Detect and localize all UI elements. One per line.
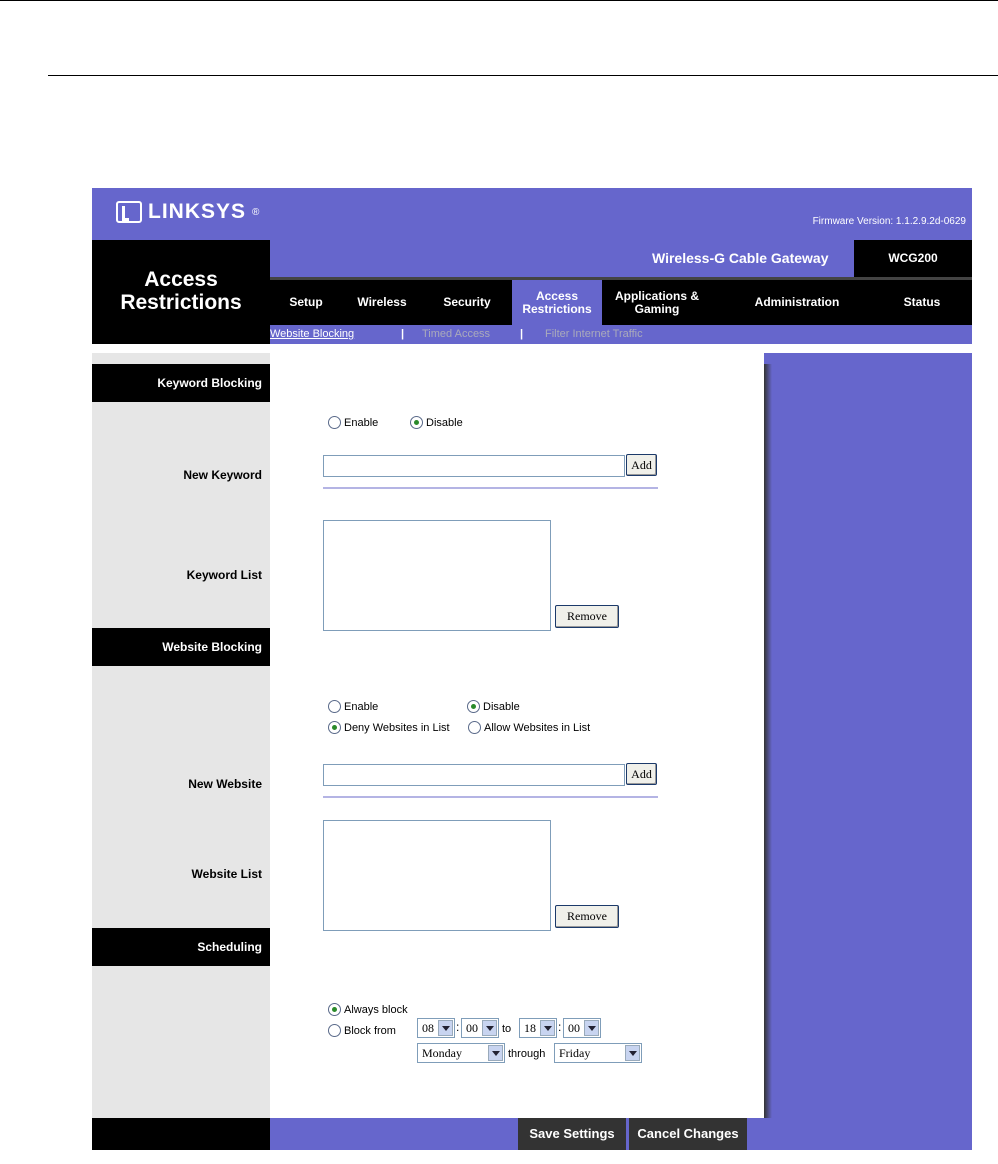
keyword-enable-radio[interactable]	[328, 416, 341, 429]
website-list-box[interactable]	[323, 820, 551, 931]
sub-navigation	[270, 325, 972, 344]
tab-status[interactable]: Status	[903, 295, 941, 309]
allow-websites-option[interactable]: Allow Websites in List	[468, 719, 590, 737]
scheduling-header: Scheduling	[92, 928, 270, 966]
tab-wireless[interactable]: Wireless	[357, 295, 407, 309]
keyword-remove-button[interactable]: Remove	[555, 605, 619, 628]
from-hour-select[interactable]: 08	[417, 1018, 455, 1038]
chevron-down-icon	[482, 1020, 497, 1036]
keyword-add-button[interactable]: Add	[626, 454, 657, 476]
time-colon: :	[558, 1020, 562, 1034]
chevron-down-icon	[540, 1020, 555, 1036]
to-label: to	[502, 1023, 512, 1035]
new-keyword-label: New Keyword	[183, 468, 262, 482]
tab-setup[interactable]: Setup	[289, 295, 323, 309]
website-disable-radio[interactable]	[467, 700, 480, 713]
website-disable-option[interactable]: Disable	[467, 698, 520, 716]
always-block-option[interactable]: Always block	[328, 1001, 408, 1019]
new-website-label: New Website	[188, 777, 262, 791]
keyword-enable-option[interactable]: Enable	[328, 414, 378, 432]
website-remove-button[interactable]: Remove	[555, 905, 619, 928]
footer-left-panel	[92, 1118, 270, 1150]
main-tabs	[270, 277, 972, 325]
website-blocking-header: Website Blocking	[92, 628, 270, 666]
through-label: through	[508, 1048, 546, 1060]
keyword-disable-radio[interactable]	[410, 416, 423, 429]
header	[92, 188, 972, 240]
keyword-blocking-header: Keyword Blocking	[92, 364, 270, 402]
left-sidebar	[92, 353, 270, 1118]
to-hour-select[interactable]: 18	[519, 1018, 557, 1038]
deny-websites-option[interactable]: Deny Websites in List	[328, 719, 450, 737]
firmware-version: Firmware Version: 1.1.2.9.2d-0629	[812, 216, 966, 227]
new-website-input[interactable]	[323, 764, 625, 786]
website-add-button[interactable]: Add	[626, 763, 657, 785]
subnav-separator: |	[401, 328, 405, 340]
linksys-logo: LINKSYS ®	[116, 200, 260, 224]
keyword-list-label: Keyword List	[186, 568, 262, 582]
website-enable-radio[interactable]	[328, 700, 341, 713]
day-to-select[interactable]: Friday	[554, 1043, 642, 1063]
chevron-down-icon	[438, 1020, 453, 1036]
cancel-changes-button[interactable]: Cancel Changes	[629, 1118, 747, 1150]
chevron-down-icon	[625, 1045, 640, 1061]
divider-line	[323, 796, 658, 798]
product-bar	[270, 240, 972, 277]
tab-administration[interactable]: Administration	[754, 295, 840, 309]
website-list-label: Website List	[191, 867, 262, 881]
tab-security[interactable]: Security	[443, 295, 491, 309]
chevron-down-icon	[488, 1045, 503, 1061]
top-rule	[0, 0, 998, 1]
product-name: Wireless-G Cable Gateway	[652, 250, 829, 266]
content-panel	[270, 353, 764, 1118]
tab-access-restrictions[interactable]: Access Restrictions	[512, 280, 602, 325]
deny-websites-radio[interactable]	[328, 721, 341, 734]
subnav-filter-internet-traffic[interactable]: Filter Internet Traffic	[545, 328, 643, 340]
website-enable-option[interactable]: Enable	[328, 698, 378, 716]
header-rule	[48, 75, 998, 76]
keyword-list-box[interactable]	[323, 520, 551, 631]
from-minute-select[interactable]: 00	[461, 1018, 499, 1038]
chevron-down-icon	[584, 1020, 599, 1036]
linksys-logo-icon	[116, 201, 142, 223]
save-settings-button[interactable]: Save Settings	[518, 1118, 626, 1150]
divider-line	[323, 487, 658, 489]
subnav-separator: |	[520, 328, 524, 340]
section-title: Access Restrictions	[120, 268, 242, 314]
block-from-radio[interactable]	[328, 1024, 341, 1037]
day-from-select[interactable]: Monday	[417, 1043, 505, 1063]
allow-websites-radio[interactable]	[468, 721, 481, 734]
time-colon: :	[456, 1020, 460, 1034]
block-from-option[interactable]: Block from	[328, 1022, 396, 1040]
keyword-disable-option[interactable]: Disable	[410, 414, 463, 432]
subnav-website-blocking[interactable]: Website Blocking	[270, 328, 355, 340]
to-minute-select[interactable]: 00	[563, 1018, 601, 1038]
model-number: WCG200	[854, 240, 972, 277]
divider	[92, 344, 972, 353]
router-admin-frame	[92, 188, 972, 1150]
tab-applications-gaming[interactable]: Applications & Gaming	[614, 288, 699, 316]
always-block-radio[interactable]	[328, 1003, 341, 1016]
subnav-timed-access[interactable]: Timed Access	[422, 328, 491, 340]
new-keyword-input[interactable]	[323, 455, 625, 477]
content-shadow	[764, 364, 772, 1118]
